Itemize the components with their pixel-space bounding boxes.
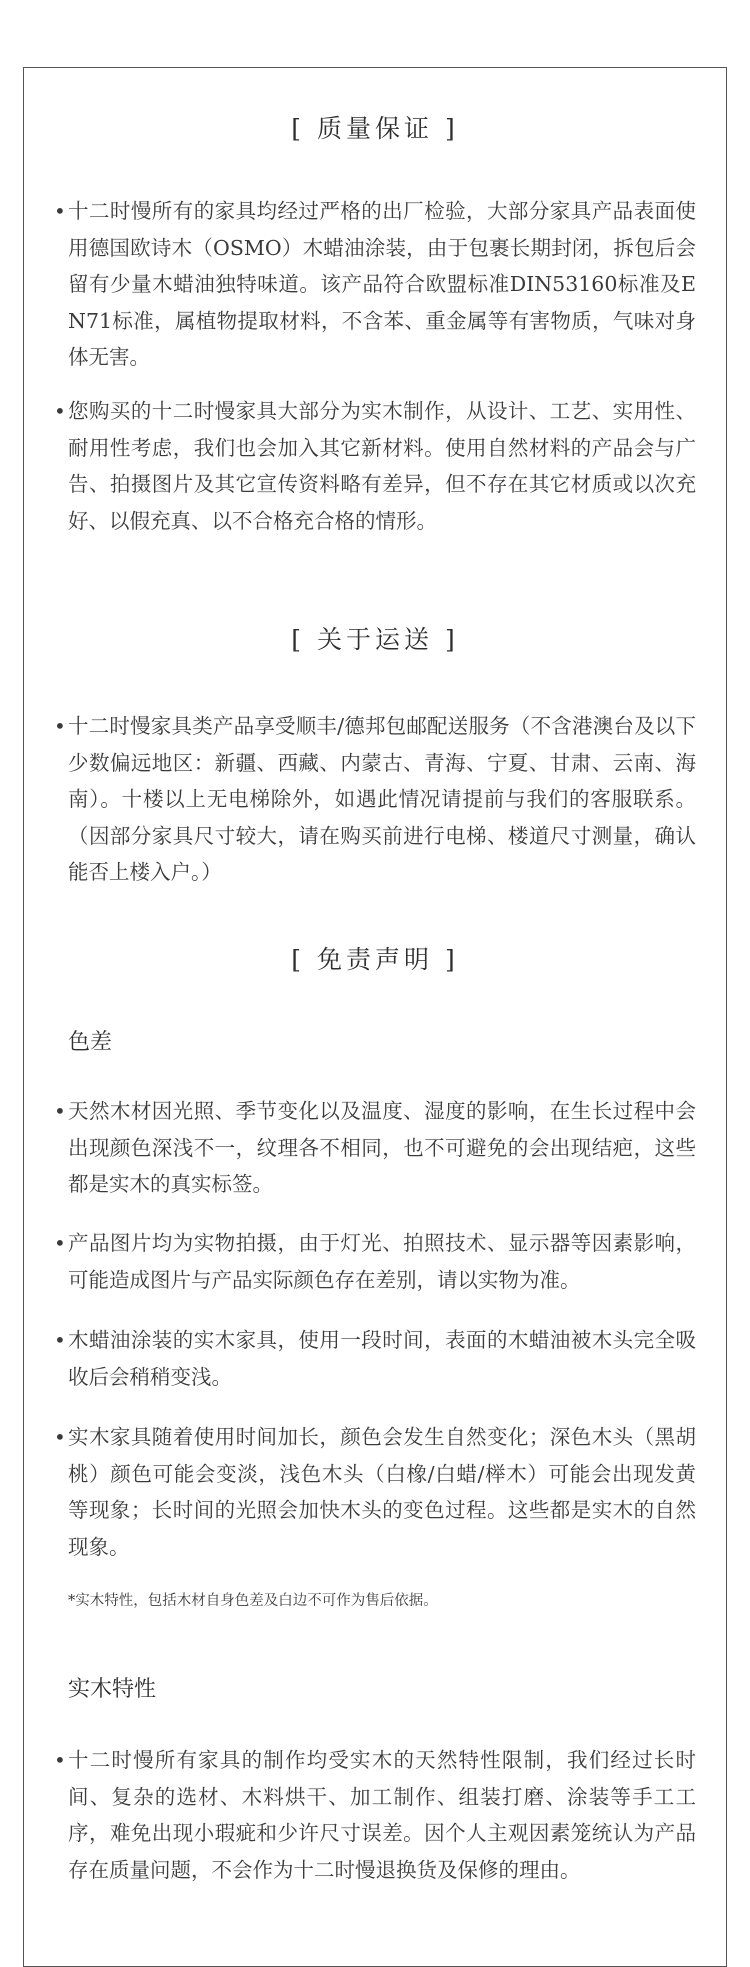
color-diff-item-3-text: 木蜡油涂装的实木家具，使用一段时间，表面的木蜡油被木头完全吸收后会稍稍变浅。 — [68, 1328, 696, 1389]
bullet-icon: • — [54, 1425, 66, 1449]
bullet-icon: • — [54, 1231, 66, 1255]
shipping-item-1 — [54, 708, 696, 891]
quality-item-2-text: 您购买的十二时慢家具大部分为实木制作，从设计、工艺、实用性、耐用性考虑，我们也会加入其它新材料。使用自然材料的产品会与广告、拍摄图片及其它宣传资料略有差异，但不存在其它材质或以次充好、以假充真、以不合格充合格的情形。 — [68, 399, 696, 533]
bullet-icon: • — [54, 1328, 66, 1352]
wood-item-1-text: 十二时慢所有家具的制作均受实木的天然特性限制，我们经过长时间、复杂的选材、木料烘干、加工制作、组装打磨、涂装等手工工序，难免出现小瑕疵和少许尺寸误差。因个人主观因素笼统认为产品存在质量问题，不会作为十二时慢退换货及保修的理由。 — [68, 1748, 696, 1882]
color-diff-item-3 — [54, 1322, 696, 1395]
section-title-quality: [ 质量保证 ] — [291, 114, 459, 143]
color-diff-item-2-text: 产品图片均为实物拍摄，由于灯光、拍照技术、显示器等因素影响，可能造成图片与产品实际颜色存在差别，请以实物为准。 — [68, 1231, 696, 1292]
bullet-icon: • — [54, 1748, 66, 1772]
color-diff-item-1 — [54, 1093, 696, 1203]
subheading-color-diff: 色差 — [68, 1030, 113, 1055]
color-diff-item-4 — [54, 1419, 696, 1565]
color-diff-item-4-text: 实木家具随着使用时间加长，颜色会发生自然变化；深色木头（黑胡桃）颜色可能会变淡，浅色木头（白橡/白蜡/榉木）可能会出现发黄等现象；长时间的光照会加快木头的变色过程。这些都是实木的自然现象。 — [68, 1425, 696, 1559]
quality-item-1-text: 十二时慢所有的家具均经过严格的出厂检验，大部分家具产品表面使用德国欧诗木（OSMO）木蜡油涂装，由于包裹长期封闭，拆包后会留有少量木蜡油独特味道。该产品符合欧盟标准DIN53160标准及EN71标准，属植物提取材料，不含苯、重金属等有害物质，气味对身体无害。 — [68, 199, 696, 369]
bullet-icon: • — [54, 714, 66, 738]
bullet-icon: • — [54, 399, 66, 423]
section-title-disclaimer: [ 免责声明 ] — [291, 945, 459, 974]
shipping-item-1-text: 十二时慢家具类产品享受顺丰/德邦包邮配送服务（不含港澳台及以下少数偏远地区：新疆、西藏、内蒙古、青海、宁夏、甘肃、云南、海南）。十楼以上无电梯除外，如遇此情况请提前与我们的客服联系。（因部分家具尺寸较大，请在购买前进行电梯、楼道尺寸测量，确认能否上楼入户。） — [68, 714, 696, 884]
section-title-shipping: [ 关于运送 ] — [291, 625, 459, 654]
color-diff-note: *实木特性，包括木材自身色差及白边不可作为售后依据。 — [68, 1593, 438, 1609]
quality-item-1 — [54, 193, 696, 376]
subheading-wood: 实木特性 — [68, 1677, 157, 1702]
wood-item-1 — [54, 1742, 696, 1888]
bullet-icon: • — [54, 1099, 66, 1123]
bullet-icon: • — [54, 199, 66, 223]
color-diff-item-2 — [54, 1225, 696, 1298]
color-diff-item-1-text: 天然木材因光照、季节变化以及温度、湿度的影响，在生长过程中会出现颜色深浅不一，纹理各不相同，也不可避免的会出现结疤，这些都是实木的真实标签。 — [68, 1099, 696, 1196]
quality-item-2 — [54, 393, 696, 539]
